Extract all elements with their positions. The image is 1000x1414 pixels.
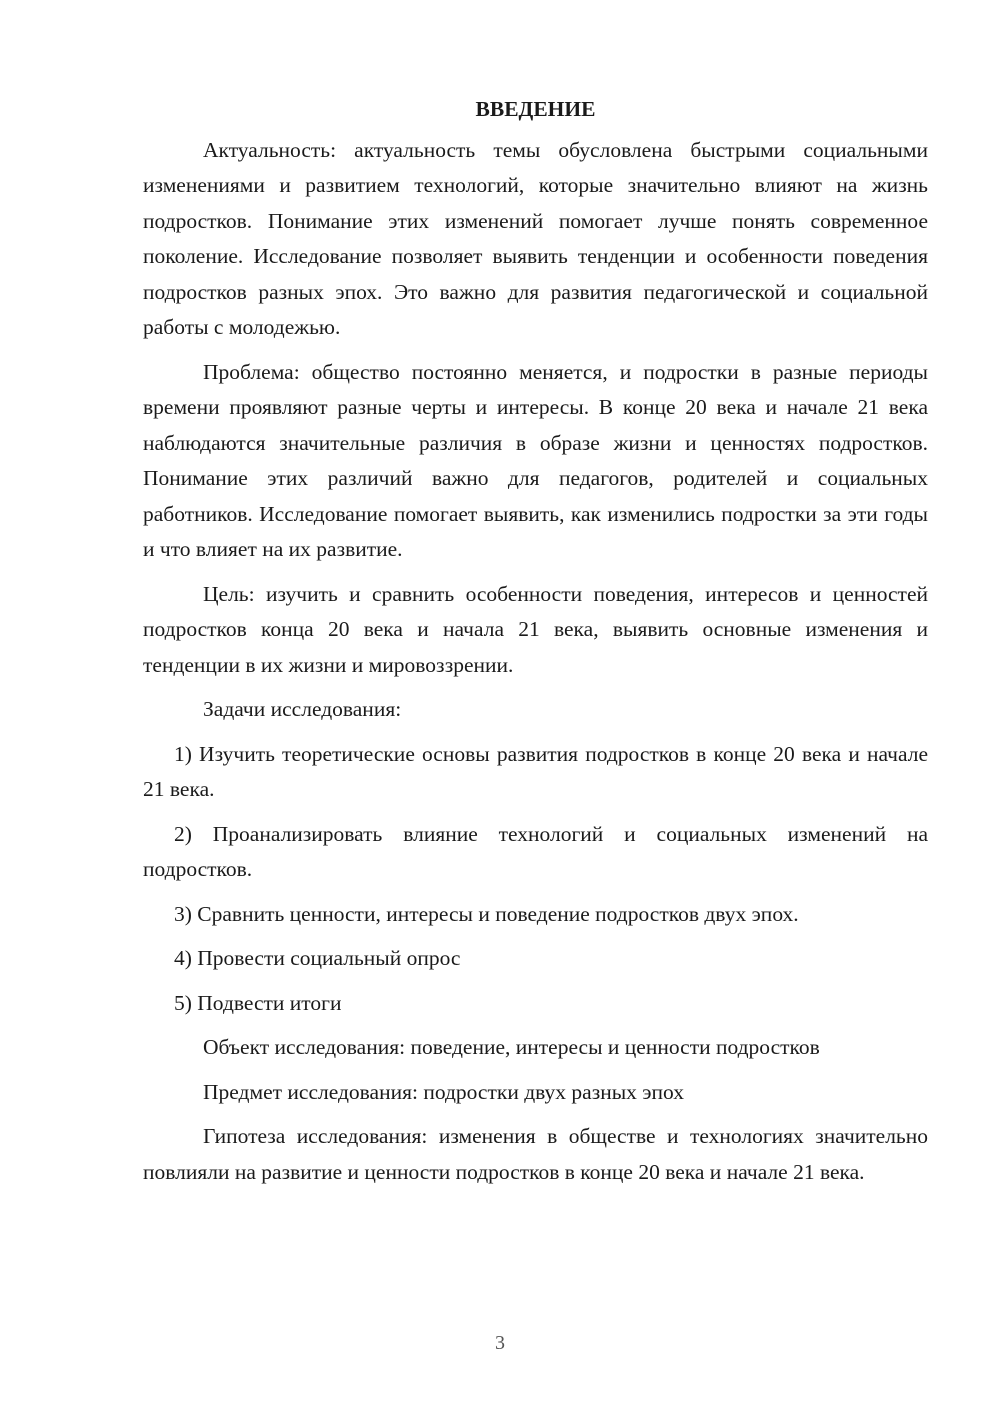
page-title: ВВЕДЕНИЕ	[475, 97, 596, 121]
research-object: Объект исследования: поведение, интересы и ценности подростков	[203, 1035, 820, 1059]
hypothesis-paragraph: Гипотеза исследования: изменения в обществе и технологиях значительно повлияли на развитие и ценности подростков в конце 20 века и начале 21 века.	[143, 1124, 928, 1184]
problem-paragraph: Проблема: общество постоянно меняется, и подростки в разные периоды времени проявляют разные черты и интересы. В конце 20 века и начале 21 века наблюдаются значительные различия в образе жизни и ценностях подростков. Понимание этих различий важно для педагогов, родителей и социальных работников. Исследование помогает выявить, как изменились подростки за эти годы и что влияет на их развитие.	[143, 359, 928, 561]
page-number: 3	[495, 1332, 505, 1354]
relevance-paragraph: Актуальность: актуальность темы обусловлена быстрыми социальными изменениями и развитием технологий, которые значительно влияют на жизнь подростков. Понимание этих изменений помогает лучше понять современное поколение. Исследование позволяет выявить тенденции и особенности поведения подростков разных эпох. Это важно для развития педагогической и социальной работы с молодежью.	[143, 137, 928, 339]
list-item: 1) Изучить теоретические основы развития подростков в конце 20 века и начале 21 века.	[143, 741, 928, 801]
tasks-heading: Задачи исследования:	[203, 697, 402, 721]
goal-paragraph: Цель: изучить и сравнить особенности поведения, интересов и ценностей подростков конца 20 века и начала 21 века, выявить основные изменения и тенденции в их жизни и мировоззрении.	[143, 581, 928, 677]
research-subject: Предмет исследования: подростки двух разных эпох	[203, 1079, 684, 1104]
list-item: 5) Подвести итоги	[174, 990, 342, 1015]
list-item: 4) Провести социальный опрос	[174, 946, 461, 970]
list-item: 2) Проанализировать влияние технологий и социальных изменений на подростков.	[143, 821, 928, 881]
list-item: 3) Сравнить ценности, интересы и поведение подростков двух эпох.	[174, 901, 799, 926]
tasks-list	[143, 737, 928, 1022]
document-page	[143, 92, 928, 1199]
